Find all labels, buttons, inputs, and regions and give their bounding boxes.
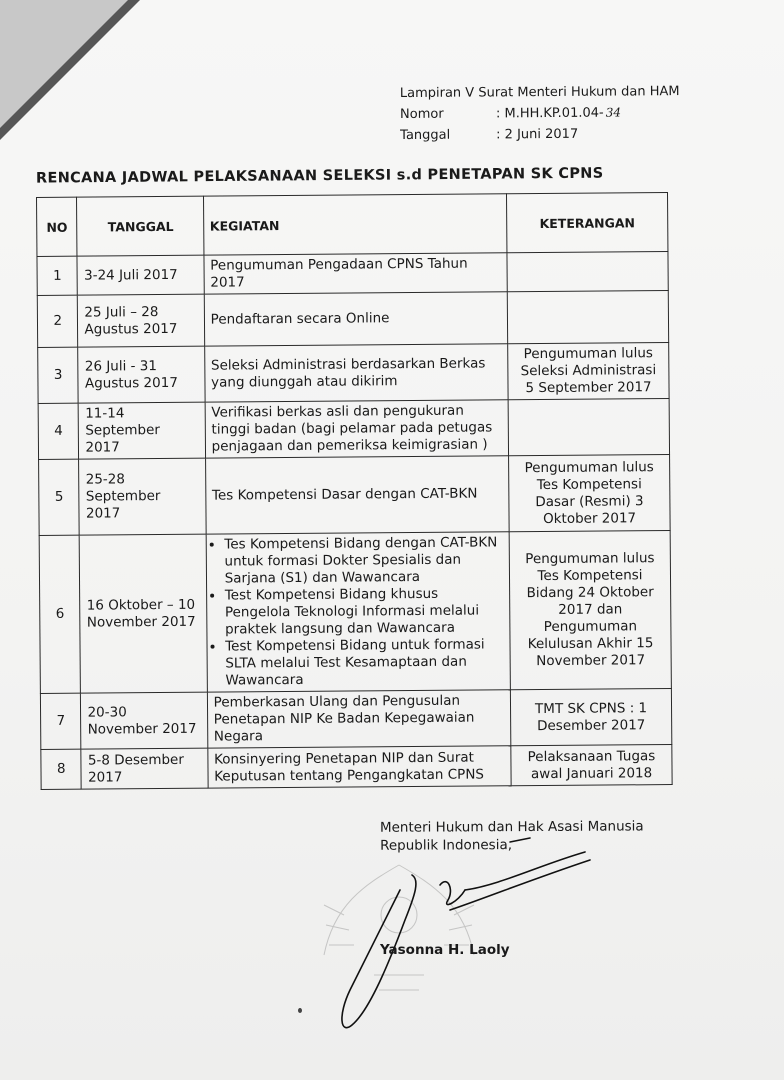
schedule-table [36, 192, 673, 790]
letter-reference [400, 81, 700, 146]
table-row [37, 291, 668, 348]
cell-keterangan [507, 252, 668, 292]
table-row [37, 252, 668, 296]
cell-no: 5 [39, 459, 80, 535]
table-header-row [37, 193, 668, 257]
table-row [39, 455, 671, 536]
cell-kegiatan: Pemberkasan Ulang dan Pengusulan Penetapan NIP Ke Badan Kepegawaian Negara [207, 690, 511, 748]
tanggal-row [400, 123, 700, 146]
header-no: NO [37, 197, 78, 256]
table-row [38, 343, 669, 404]
cell-tanggal: 25-28 September 2017 [79, 458, 206, 535]
cell-keterangan [508, 399, 669, 456]
cell-no: 6 [39, 535, 81, 693]
cell-kegiatan: Seleksi Administrasi berdasarkan Berkas yang diunggah atau dikirim [204, 344, 508, 402]
cell-kegiatan: Tes Kompetensi Dasar dengan CAT-BKN [205, 456, 509, 534]
cell-kegiatan: Pengumuman Pengadaan CPNS Tahun 2017 [204, 253, 508, 294]
cell-kegiatan: Pendaftaran secara Online [204, 292, 508, 346]
cell-keterangan: Pelaksanaan Tugas awal Januari 2018 [511, 745, 672, 786]
ink-dot [298, 1008, 302, 1013]
attachment-line: Lampiran V Surat Menteri Hukum dan HAM [399, 84, 680, 102]
document-title: RENCANA JADWAL PELAKSANAAN SELEKSI s.d PENETAPAN SK CPNS [35, 165, 604, 187]
list-item: • Tes Kompetensi Bidang dengan CAT-BKN untuk formasi Dokter Spesialis dan Sarjana (S1) dan Wawancara [224, 534, 503, 587]
folded-corner-highlight [0, 0, 128, 128]
header-kegiatan: KEGIATAN [203, 194, 507, 255]
cell-kegiatan [206, 532, 511, 692]
table-row [40, 689, 671, 750]
header-keterangan: KETERANGAN [507, 193, 668, 253]
kegiatan-list [212, 534, 504, 689]
cell-tanggal: 5-8 Desember 2017 [81, 748, 207, 789]
tanggal-value: : 2 Juni 2017 [496, 126, 579, 143]
list-item: • Test Kompetensi Bidang khusus Pengelola Teknologi Informasi melalui praktek langsung dan Wawancara [225, 585, 504, 638]
signatory-country: Republik Indonesia, [380, 837, 513, 854]
cell-keterangan: TMT SK CPNS : 1 Desember 2017 [510, 689, 671, 746]
nomor-label: Nomor [399, 106, 444, 123]
cell-keterangan [507, 291, 668, 344]
table-row [38, 399, 669, 460]
table-row [41, 745, 672, 790]
cell-no: 1 [37, 256, 78, 295]
cell-tanggal: 16 Oktober – 10 November 2017 [80, 534, 207, 693]
signatory-name: Yasonna H. Laoly [380, 942, 510, 958]
cell-tanggal: 25 Juli – 28 Agustus 2017 [78, 294, 205, 347]
cell-no: 3 [38, 347, 79, 403]
signatory-title: Menteri Hukum dan Hak Asasi Manusia [379, 818, 644, 836]
cell-no: 7 [40, 693, 81, 749]
nomor-value: : M.HH.KP.01.04- [495, 105, 604, 122]
cell-kegiatan: Konsinyering Penetapan NIP dan Surat Keputusan tentang Pengangkatan CPNS [207, 746, 511, 788]
cell-no: 8 [41, 749, 82, 789]
cell-keterangan: Pengumuman lulus Seleksi Administrasi 5 September 2017 [508, 343, 669, 400]
list-item: • Test Kompetensi Bidang untuk formasi SLTA melalui Test Kesamaptaan dan Wawancara [225, 636, 504, 689]
nomor-row [400, 102, 700, 125]
cell-keterangan: Pengumuman lulus Tes Kompetensi Bidang 24 Oktober 2017 dan Pengumuman Kelulusan Akhir 15 November 2017 [509, 531, 671, 690]
cell-keterangan: Pengumuman lulus Tes Kompetensi Dasar (Resmi) 3 Oktober 2017 [509, 455, 671, 532]
nomor-handwritten: 34 [605, 105, 622, 120]
cell-no: 4 [38, 403, 79, 459]
cell-tanggal: 11-14 September 2017 [79, 402, 206, 459]
handwritten-signature [330, 830, 620, 1040]
cell-no: 2 [37, 295, 78, 347]
cell-tanggal: 20-30 November 2017 [81, 692, 208, 749]
table-row [39, 531, 671, 694]
tanggal-label: Tanggal [400, 127, 451, 144]
cell-tanggal: 3-24 Juli 2017 [77, 255, 203, 295]
cell-kegiatan: Verifikasi berkas asli dan pengukuran tinggi badan (bagi pelamar pada petugas penjagaan dan pemeriksa keimigrasian ) [205, 400, 509, 458]
header-tanggal: TANGGAL [77, 196, 204, 256]
cell-tanggal: 26 Juli - 31 Agustus 2017 [78, 346, 205, 403]
